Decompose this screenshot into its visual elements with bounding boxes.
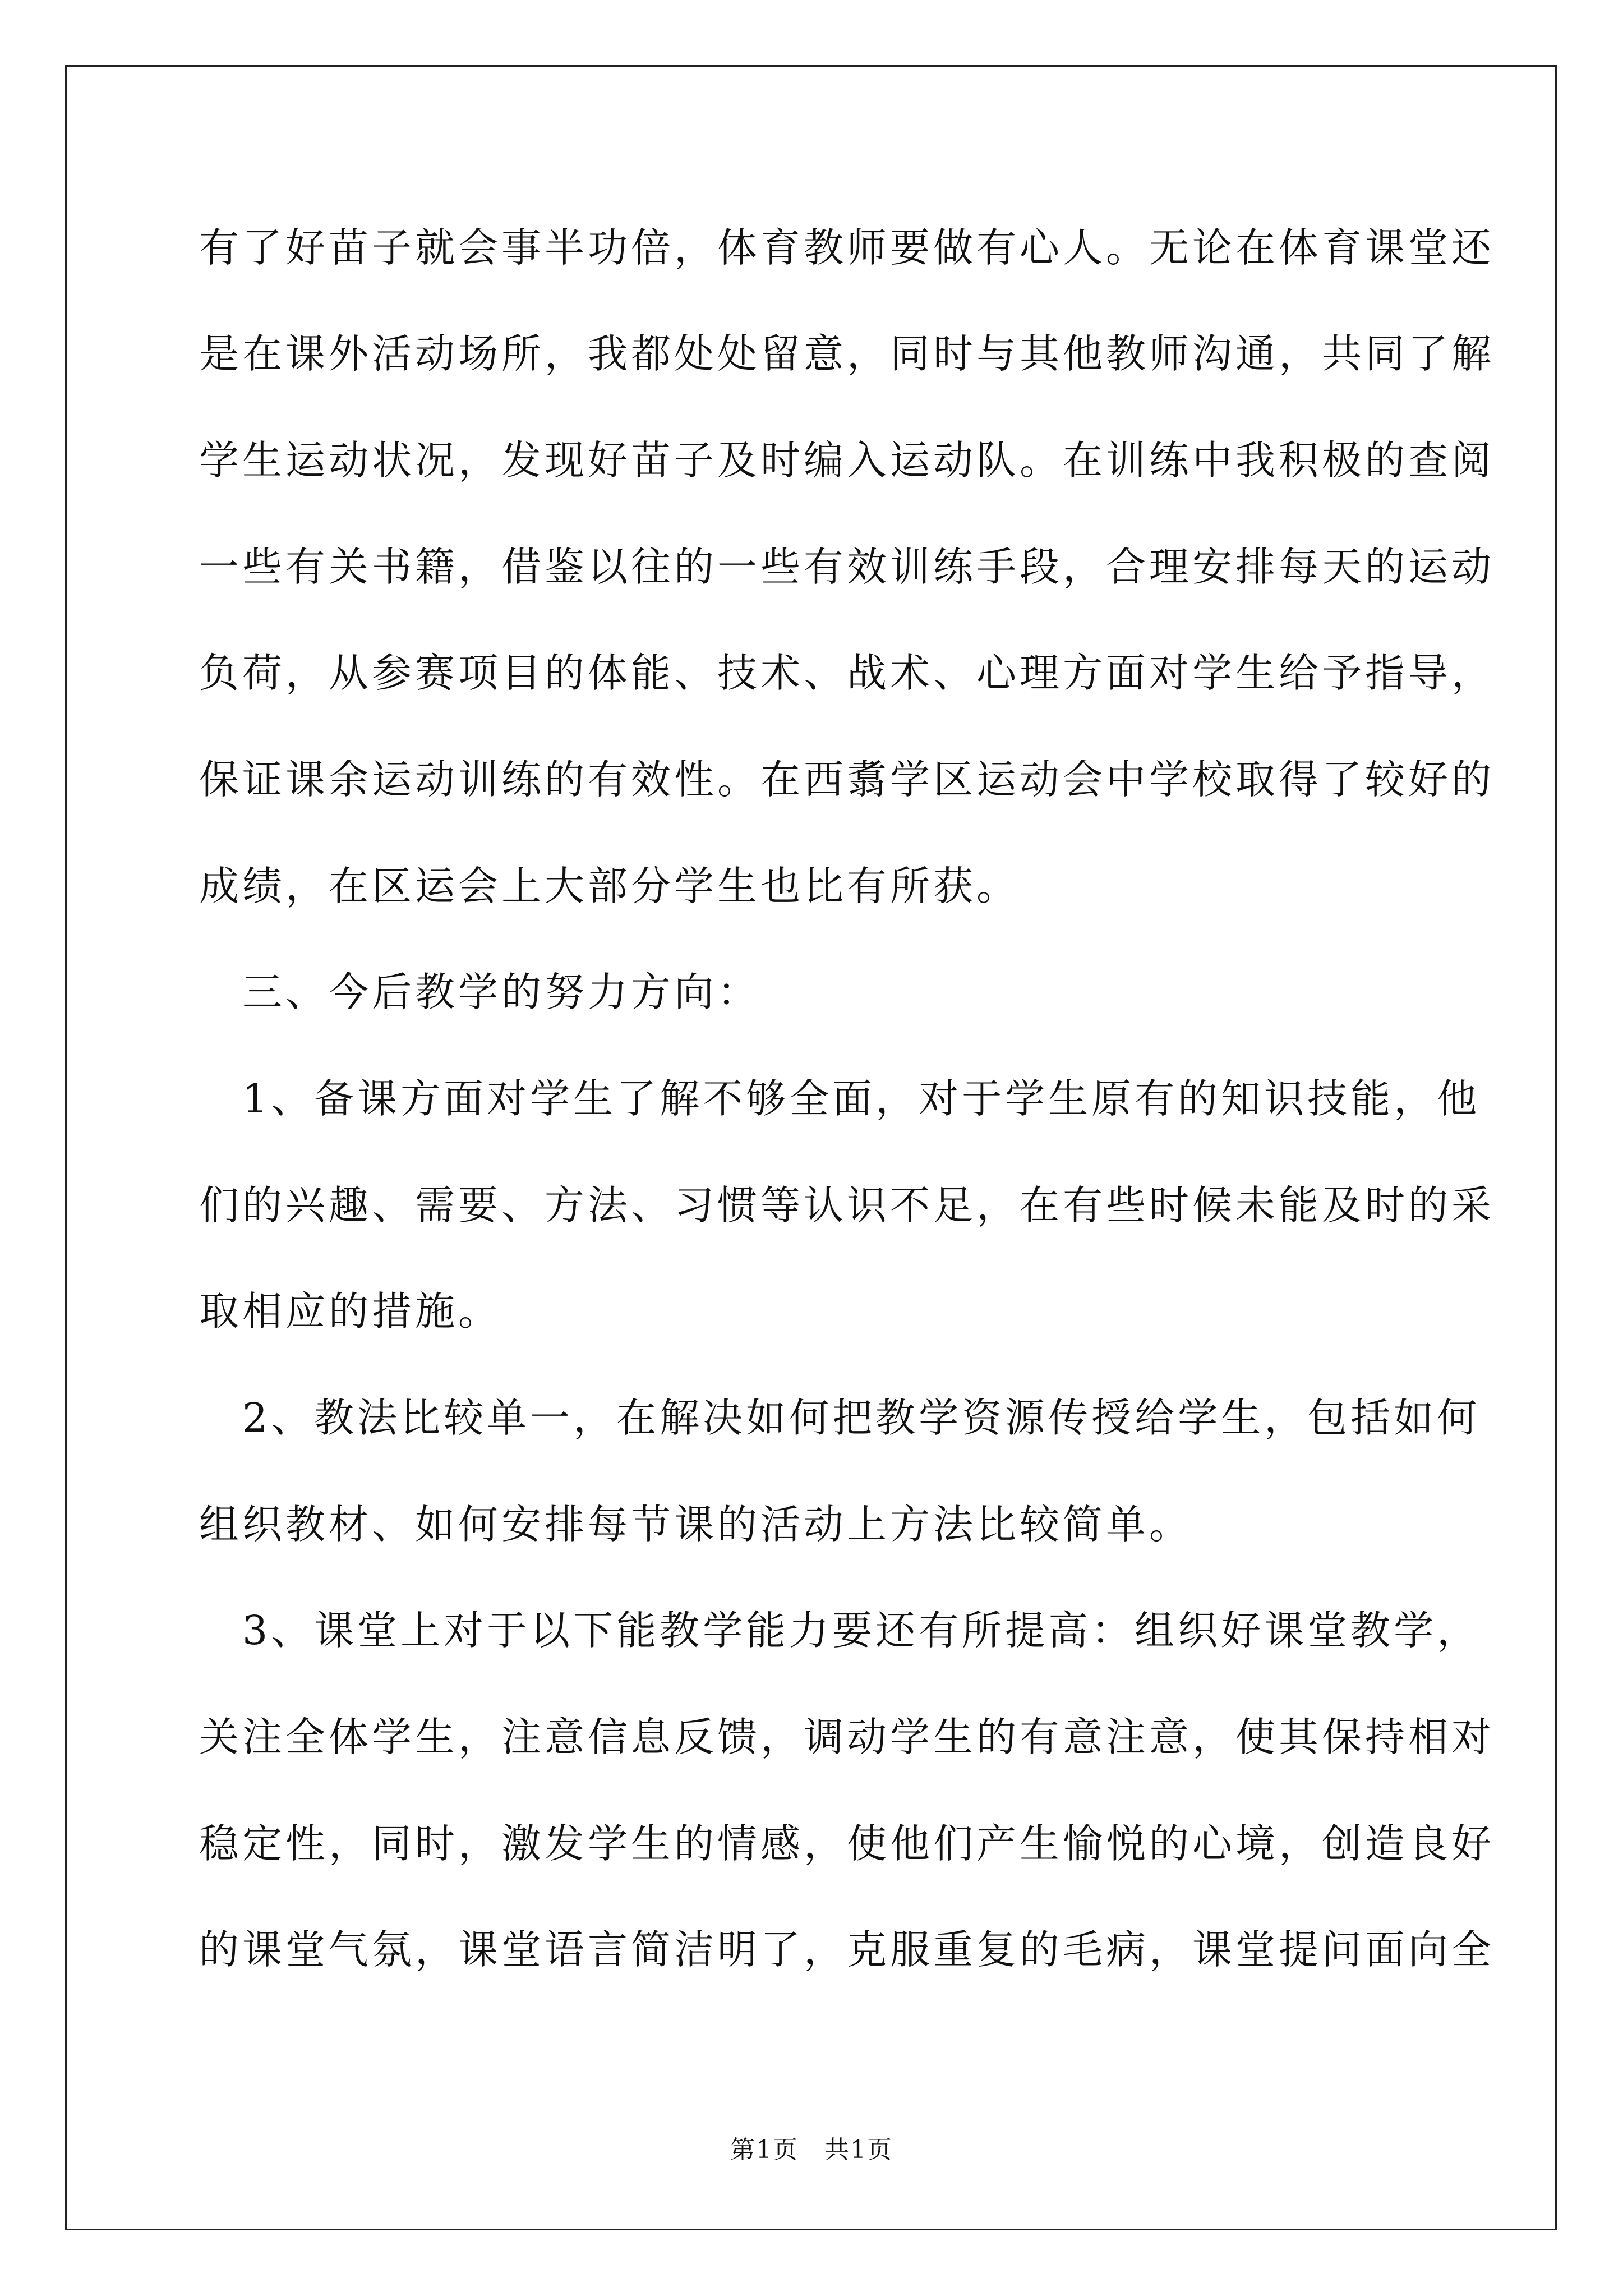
page-border xyxy=(65,65,1557,2230)
body-text-line: 3、课堂上对于以下能教学能力要还有所提高：组织好课堂教学， xyxy=(199,1607,1481,1654)
body-text-line: 稳定性，同时，激发学生的情感，使他们产生愉悦的心境，创造良好 xyxy=(199,1820,1495,1867)
section-heading: 三、今后教学的努力方向： xyxy=(199,969,761,1015)
body-text-line: 组织教材、如何安排每节课的活动上方法比较简单。 xyxy=(199,1501,1193,1548)
body-text-line: 1、备课方面对学生了解不够全面，对于学生原有的知识技能，他 xyxy=(199,1075,1481,1122)
body-text-line: 有了好苗子就会事半功倍，体育教师要做有心人。无论在体育课堂还 xyxy=(199,224,1495,271)
body-text-line: 的课堂气氛，课堂语言简洁明了，克服重复的毛病，课堂提问面向全 xyxy=(199,1926,1495,1973)
body-text-line: 2、教法比较单一，在解决如何把教学资源传授给学生，包括如何 xyxy=(199,1395,1481,1441)
body-text-line: 学生运动状况，发现好苗子及时编入运动队。在训练中我积极的查阅 xyxy=(199,437,1495,484)
body-text-line: 保证课余运动训练的有效性。在西翥学区运动会中学校取得了较好的 xyxy=(199,756,1495,803)
body-text-line: 取相应的措施。 xyxy=(199,1288,502,1335)
body-text-line: 负荷，从参赛项目的体能、技术、战术、心理方面对学生给予指导， xyxy=(199,650,1495,696)
body-text-line: 关注全体学生，注意信息反馈，调动学生的有意注意，使其保持相对 xyxy=(199,1714,1495,1760)
page-number-footer: 第1页 共1页 xyxy=(730,2136,893,2164)
body-text-line: 成绩，在区运会上大部分学生也比有所获。 xyxy=(199,863,1020,909)
body-text-line: 一些有关书籍，借鉴以往的一些有效训练手段，合理安排每天的运动 xyxy=(199,544,1495,590)
body-text-line: 是在课外活动场所，我都处处留意，同时与其他教师沟通，共同了解 xyxy=(199,330,1495,377)
body-text-line: 们的兴趣、需要、方法、习惯等认识不足，在有些时候未能及时的采 xyxy=(199,1182,1495,1228)
